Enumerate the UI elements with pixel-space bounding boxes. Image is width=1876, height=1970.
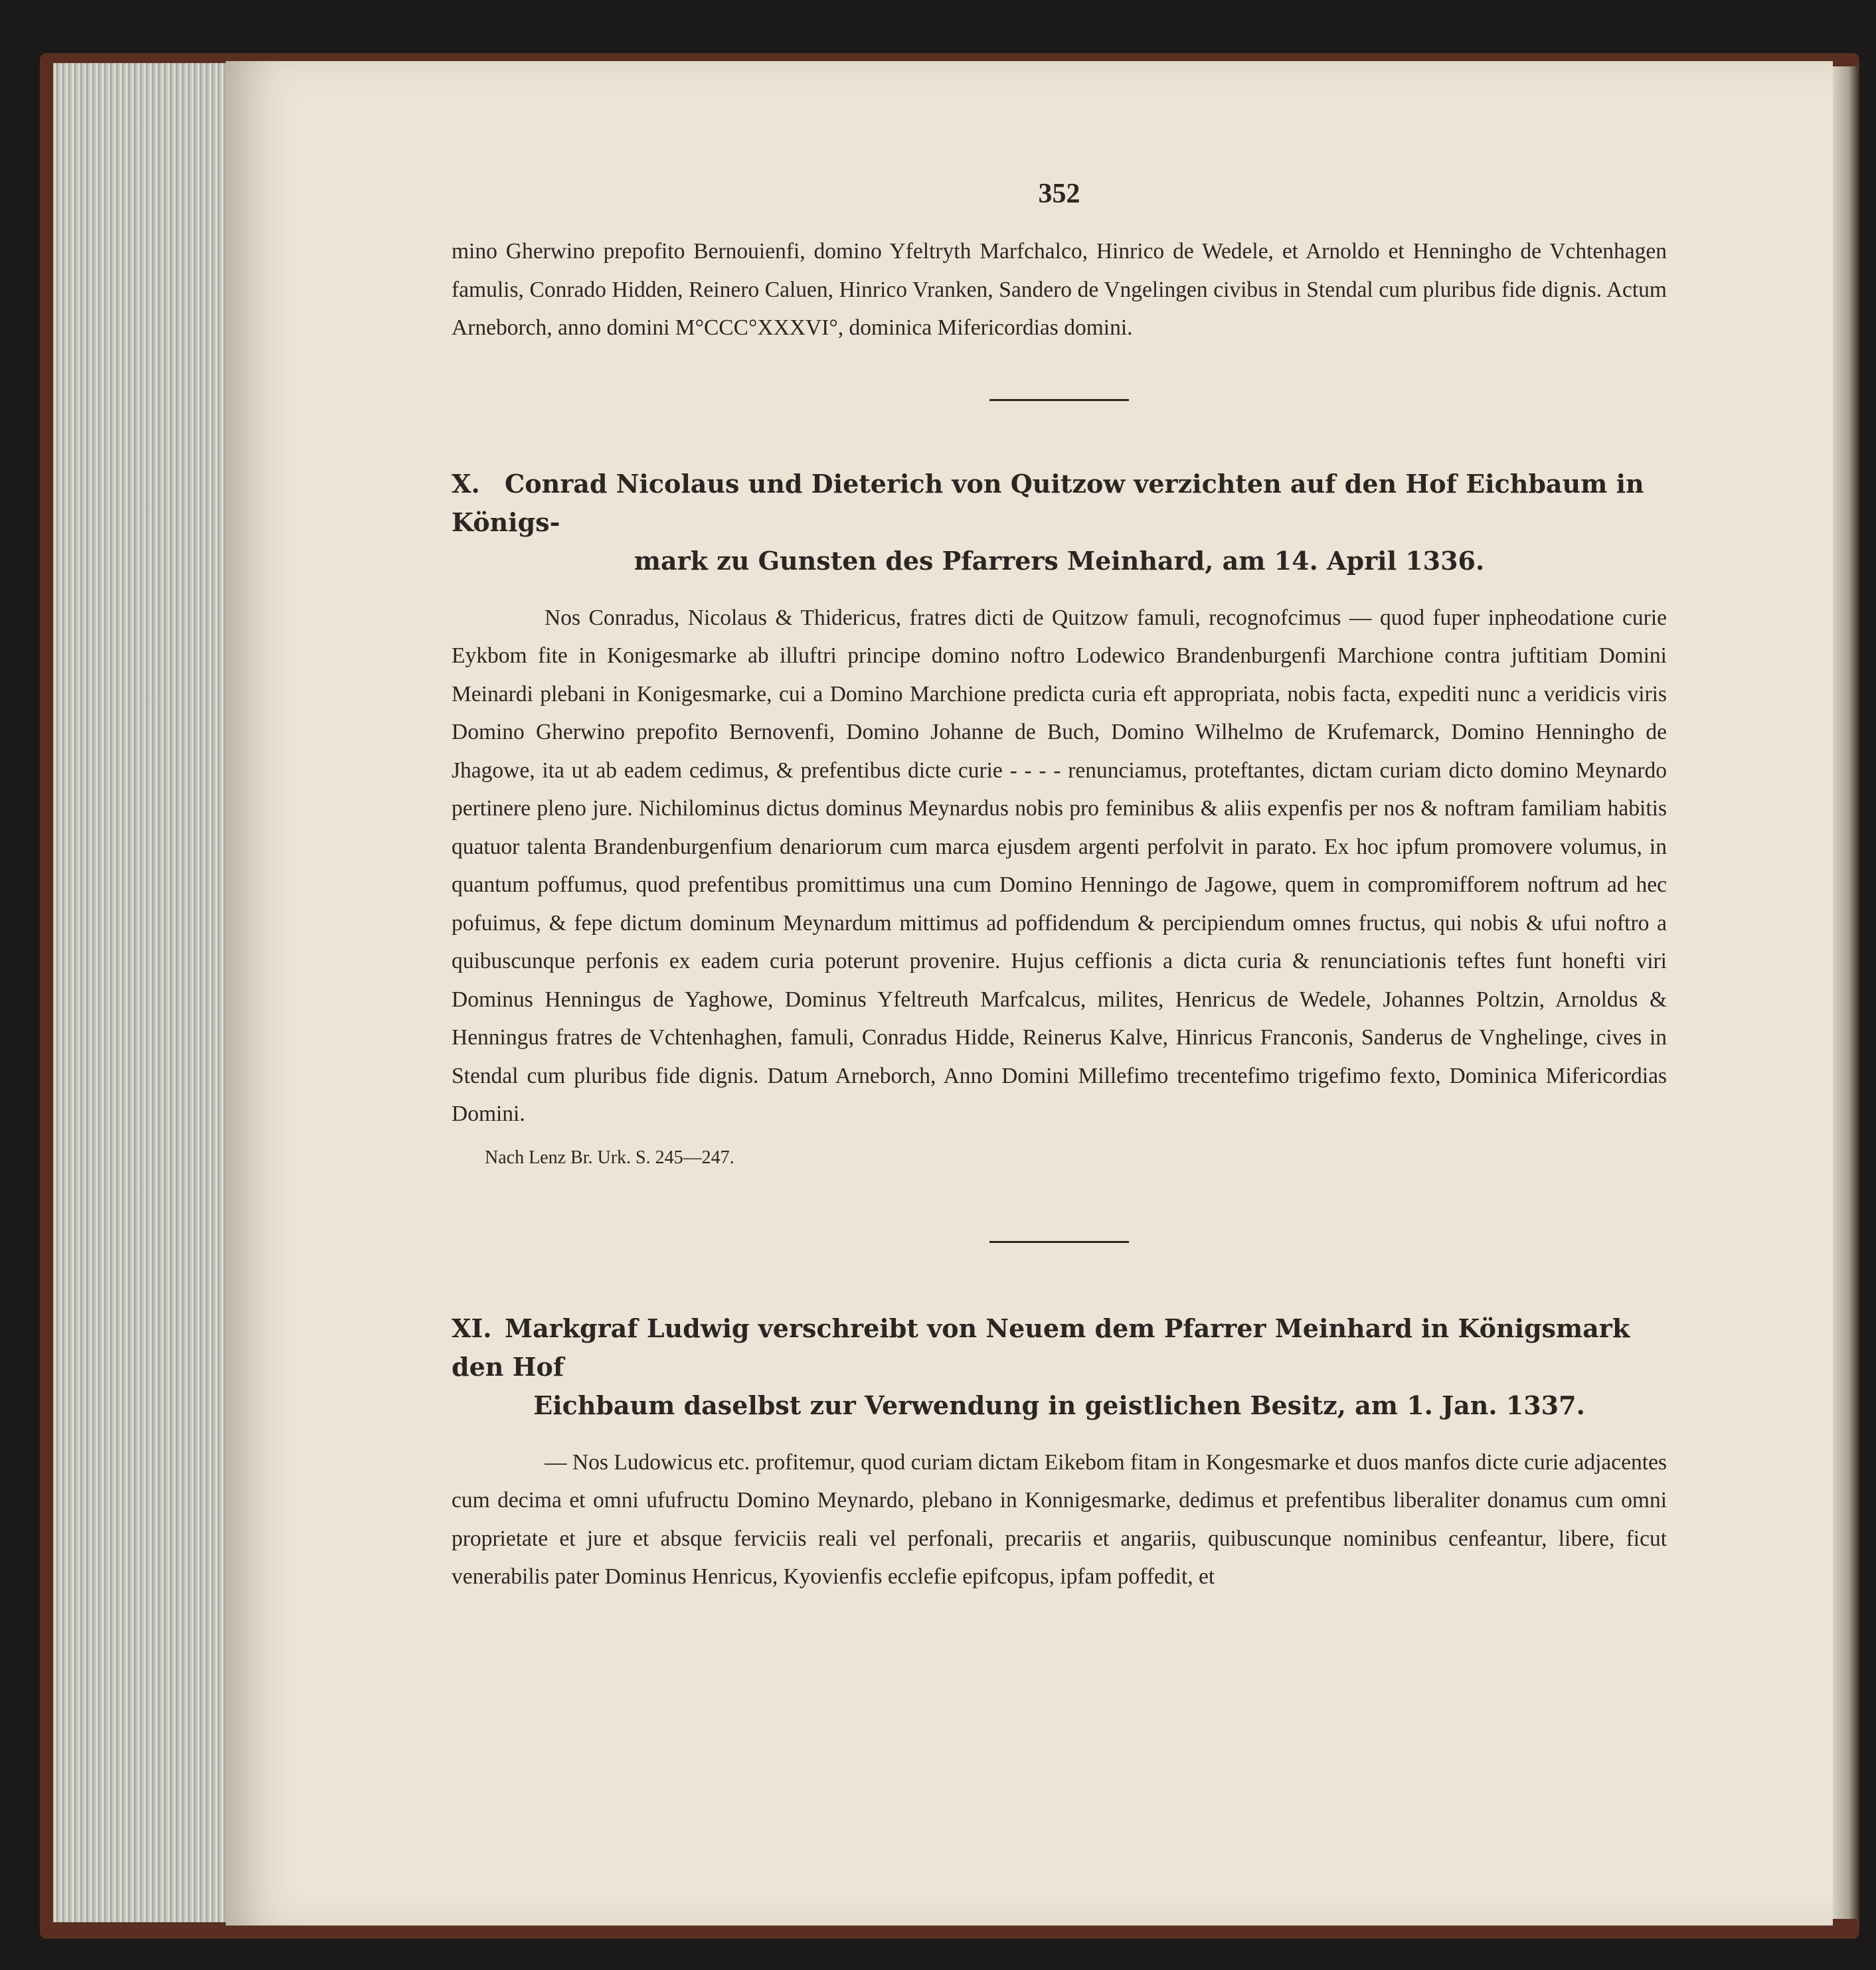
section-x-body: Nos Conradus, Nicolaus & Thidericus, fratres dicti de Quitzow famuli, recognofcimus — quod fuper inpheodatione curie Eykbom fite in Konigesmarke ab illuftri principe domino noftro Lodewico Brandenburgenfi Marchione contra juftitiam Domini Meinardi plebani in Konigesmarke, cui a Domino Marchione predicta curia eft appropriata, nobis facta, expediti nunc a veridicis viris Domino Gherwino prepofito Bernovenfi, Domino Johanne de Buch, Domino Wilhelmo de Krufemarck, Domino Henningho de Jhagowe, ita ut ab eadem cedimus, & prefentibus dicte curie - - - - renunciamus, proteftantes, dictam curiam dicto domino Meynardo pertinere pleno jure. Nichilominus dictus dominus Meynardus nobis pro feminibus & aliis expenfis per nos & noftram familiam habitis quatuor talenta Brandenburgenfium denariorum cum marca ejusdem argenti perfolvit in parato. Ex hoc ipfum promovere volumus, in quantum poffumus, quod prefentibus promittimus una cum Domino Henningo de Jagowe, quem in compromifforem noftrum ad hec pofuimus, & fepe dictum dominum Meynardum mittimus ad poffidendum & percipiendum omnes fructus, qui nobis & ufui noftro a quibuscunque perfonis ex eadem curia poterunt provenire. Hujus ceffionis a dicta curia & renunciationis teftes funt honefti viri Dominus Henningus de Yaghowe, Dominus Yfeltreuth Marfcalcus, milites, Henricus de Wedele, Johannes Poltzin, Arnoldus & Henningus fratres de Vchtenhaghen, famuli, Conradus Hidde, Reinerus Kalve, Hinricus Franconis, Sanderus de Vnghelinge, cives in Stendal cum pluribus fide dignis. Datum Arneborch, Anno Domini Millefimo trecentefimo trigefimo fexto, Dominica Mifericordias Domini.: [452, 605, 1667, 1126]
section-xi-title-line2: Eichbaum daselbst zur Verwendung in geistlichen Besitz, am 1. Jan. 1337.: [533, 1390, 1585, 1420]
section-divider: [989, 399, 1129, 401]
next-page-edge: [1833, 66, 1859, 1919]
page-number: 352: [1038, 179, 1080, 209]
section-x-heading: [452, 465, 1667, 580]
section-xi-body: — Nos Ludowicus etc. profitemur, quod curiam dictam Eikebom fitam in Kongesmarke et duos manfos dicte curie adjacentes cum decima et omni ufufructu Domino Meynardo, plebano in Konnigesmarke, dedimus et prefentibus liberaliter donamus cum omni proprietate et jure et absque ferviciis reali vel perfonali, precariis et angariis, quibuscunque nominibus cenfeantur, libere, ficut venerabilis pater Dominus Henricus, Kyovienfis ecclefie epifcopus, ipfam poffedit, et: [452, 1449, 1667, 1589]
section-x-title-line2: mark zu Gunsten des Pfarrers Meinhard, am 14. April 1336.: [634, 545, 1485, 576]
section-x-title-line1: Conrad Nicolaus und Dieterich von Quitzow verzichten auf den Hof Eichbaum in Königs-: [452, 468, 1644, 537]
section-x-source-note: Nach Lenz Br. Urk. S. 245—247.: [485, 1147, 734, 1168]
section-xi-title-line1: Markgraf Ludwig verschreibt von Neuem dem Pfarrer Meinhard in Königsmark den Hof: [452, 1313, 1630, 1382]
page-edges: [53, 63, 252, 1922]
section-xi-number: XI.: [452, 1313, 492, 1343]
page-content: [452, 174, 1667, 1596]
section-x-number: X.: [452, 468, 480, 499]
opening-paragraph: mino Gherwino prepofito Bernouienfi, domino Yfeltryth Marfchalco, Hinrico de Wedele, et Arnoldo et Henningho de Vchtenhagen famulis, Conrado Hidden, Reinero Caluen, Hinrico Vranken, Sandero de Vngelingen civibus in Stendal cum pluribus fide dignis. Actum Arneborch, anno domini M°CCC°XXXVI°, dominica Mifericordias domini.: [452, 239, 1667, 340]
section-divider: [989, 1241, 1129, 1243]
section-xi-heading: [452, 1309, 1667, 1425]
